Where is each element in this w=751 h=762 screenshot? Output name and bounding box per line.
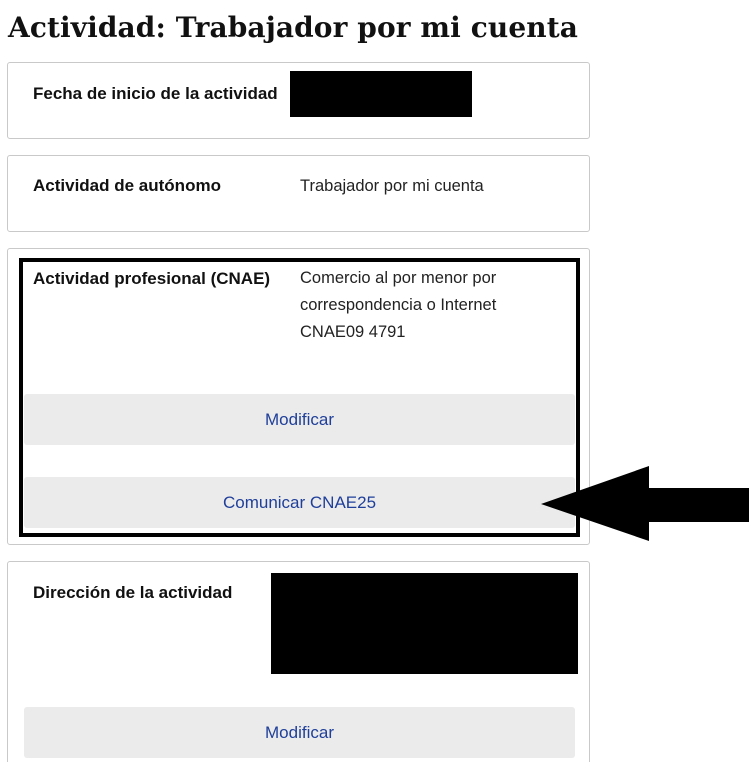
page-title: Actividad: Trabajador por mi cuenta [8,11,578,44]
direccion-modify-button[interactable]: Modificar [24,707,575,758]
fecha-inicio-label: Fecha de inicio de la actividad [33,84,278,103]
actividad-autonomo-label: Actividad de autónomo [33,176,221,195]
direccion-redacted-value [271,573,578,674]
cnae-value-line-3: CNAE09 4791 [300,323,406,341]
highlight-annotation-box [19,258,580,537]
pointer-arrow-icon [541,466,751,542]
cnae-value-line-1: Comercio al por menor por [300,269,497,287]
card-direccion-actividad [7,561,590,762]
direccion-label: Dirección de la actividad [33,583,233,602]
card-fecha-inicio [7,62,590,139]
card-actividad-autonomo [7,155,590,232]
cnae-value-line-2: correspondencia o Internet [300,296,497,314]
actividad-autonomo-value: Trabajador por mi cuenta [300,177,484,195]
cnae-modify-button[interactable]: Modificar [24,394,575,445]
cnae-label: Actividad profesional (CNAE) [33,269,271,288]
fecha-inicio-redacted-value [290,71,472,117]
communicate-cnae25-button[interactable]: Comunicar CNAE25 [24,477,575,528]
